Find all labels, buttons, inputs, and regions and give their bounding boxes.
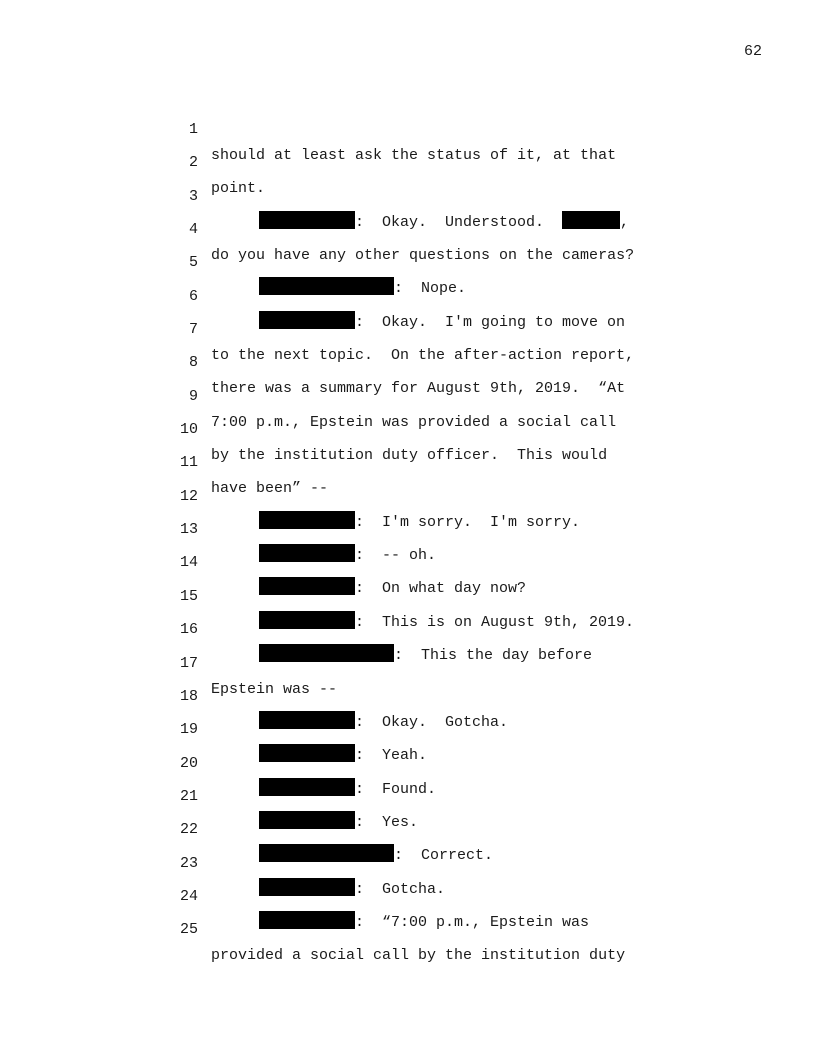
line-number: 13 [179,521,198,539]
line-number: 12 [179,487,198,505]
transcript-line [0,91,816,164]
transcript-line [0,158,816,231]
line-text: : Correct. [394,847,494,865]
line-text: : Yes. [355,813,419,831]
line-text: Epstein was -- [211,680,338,698]
line-number: 22 [179,821,198,839]
line-text: there was a summary for August 9th, 2019. “At [211,380,626,398]
line-text: : Okay. Understood. [355,213,563,231]
line-text: do you have any other questions on the cameras? [211,247,635,265]
line-text: have been” -- [211,480,329,498]
transcript-line [0,324,816,398]
transcript-line [0,258,816,331]
transcript-line [0,124,816,198]
line-number: 16 [179,621,198,639]
line-number: 11 [179,454,198,472]
line-number: 7 [188,321,198,339]
line-number: 2 [188,154,198,172]
line-number: 25 [179,921,198,939]
line-number: 9 [188,387,198,405]
transcript-body [0,91,816,965]
line-text: 7:00 p.m., Epstein was provided a social call [211,413,617,431]
line-number: 19 [179,721,198,739]
page-number: 62 [743,43,762,60]
line-number: 21 [179,787,198,805]
transcript-line [0,191,816,265]
line-text: : Okay. I'm going to move on [355,313,626,331]
line-text: should at least ask the status of it, at that [211,147,617,164]
line-text: : -- oh. [355,547,437,565]
transcript-line [0,891,816,965]
line-number: 17 [179,654,198,672]
line-text: : “7:00 p.m., Epstein was [355,913,590,931]
line-text: to the next topic. On the after-action report, [211,347,635,365]
line-text: : Yeah. [355,747,428,765]
line-text-trailing: , [620,213,630,231]
line-text: : Okay. Gotcha. [355,713,509,731]
line-text: point. [211,180,266,198]
line-number: 5 [188,254,198,272]
line-number: 18 [179,687,198,705]
line-text: : Nope. [394,280,467,298]
line-number: 24 [179,887,198,905]
line-number: 14 [179,554,198,572]
line-text: by the institution duty officer. This would [211,447,608,465]
line-number: 3 [188,187,198,205]
line-number: 23 [179,854,198,872]
line-text: : On what day now? [355,580,527,598]
line-number: 15 [179,587,198,605]
line-number: 1 [188,121,198,138]
line-text: : Gotcha. [355,880,446,898]
line-number: 20 [179,754,198,772]
transcript-line [0,224,816,298]
line-text: : I'm sorry. I'm sorry. [355,513,581,531]
line-number: 8 [188,354,198,372]
line-text: : This the day before [394,647,593,665]
line-number: 4 [188,221,198,239]
line-number: 6 [188,287,198,305]
line-text: : Found. [355,780,437,798]
line-text: provided a social call by the institution duty [211,947,626,965]
line-number: 10 [179,421,198,439]
line-text: : This is on August 9th, 2019. [355,613,635,631]
transcript-line [0,291,816,365]
